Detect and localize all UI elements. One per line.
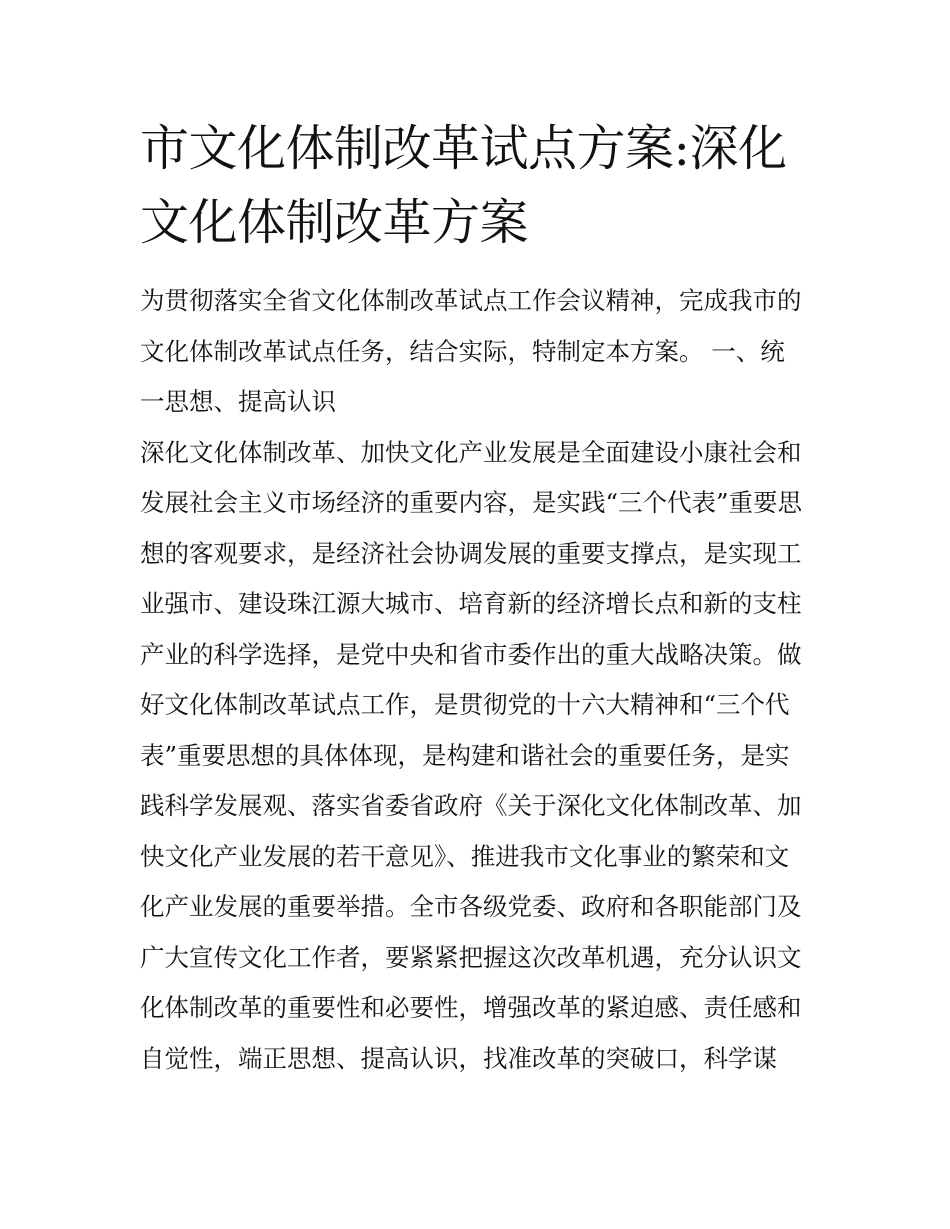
paragraph-intro xyxy=(140,276,820,428)
text-line: 深化文化体制改革、加快文化产业发展是全面建设小康社会和 xyxy=(140,437,802,467)
text-line: 广大宣传文化工作者，要紧紧把握这次改革机遇，充分认识文 xyxy=(140,942,802,972)
text-line: 为贯彻落实全省文化体制改革试点工作会议精神，完成我市的 xyxy=(140,286,802,315)
text-line: 发展社会主义市场经济的重要内容，是实践“三个代表”重要思 xyxy=(140,488,803,517)
title-line-2: 文化体制改革方案 xyxy=(140,194,529,251)
text-line: 化产业发展的重要举措。全市各级党委、政府和各职能部门及 xyxy=(140,892,802,921)
text-line: 快文化产业发展的若干意见》、推进我市文化事业的繁荣和文 xyxy=(140,841,790,871)
text-line: 一思想、提高认识 xyxy=(140,387,336,416)
text-line: 践科学发展观、落实省委省政府《关于深化文化体制改革、加 xyxy=(140,791,802,820)
document-body xyxy=(140,276,820,1084)
text-line: 业强市、建设珠江源大城市、培育新的经济增长点和新的支柱 xyxy=(140,589,802,618)
text-line: 表”重要思想的具体体现，是构建和谐社会的重要任务，是实 xyxy=(140,740,790,770)
text-line: 好文化体制改革试点工作，是贯彻党的十六大精神和“三个代 xyxy=(140,690,790,719)
document-page xyxy=(140,112,820,1084)
paragraph-section-1 xyxy=(140,428,820,1085)
text-line: 化体制改革的重要性和必要性，增强改革的紧迫感、责任感和 xyxy=(140,993,802,1022)
text-line: 产业的科学选择，是党中央和省市委作出的重大战略决策。做 xyxy=(140,639,802,669)
document-title xyxy=(140,112,820,260)
text-line: 文化体制改革试点任务，结合实际，特制定本方案。 一、统 xyxy=(140,336,785,366)
text-line: 想的客观要求，是经济社会协调发展的重要支撑点，是实现工 xyxy=(140,538,802,568)
text-line: 自觉性，端正思想、提高认识，找准改革的突破口，科学谋 xyxy=(140,1043,777,1073)
title-line-1: 市文化体制改革试点方案:深化 xyxy=(140,120,787,177)
